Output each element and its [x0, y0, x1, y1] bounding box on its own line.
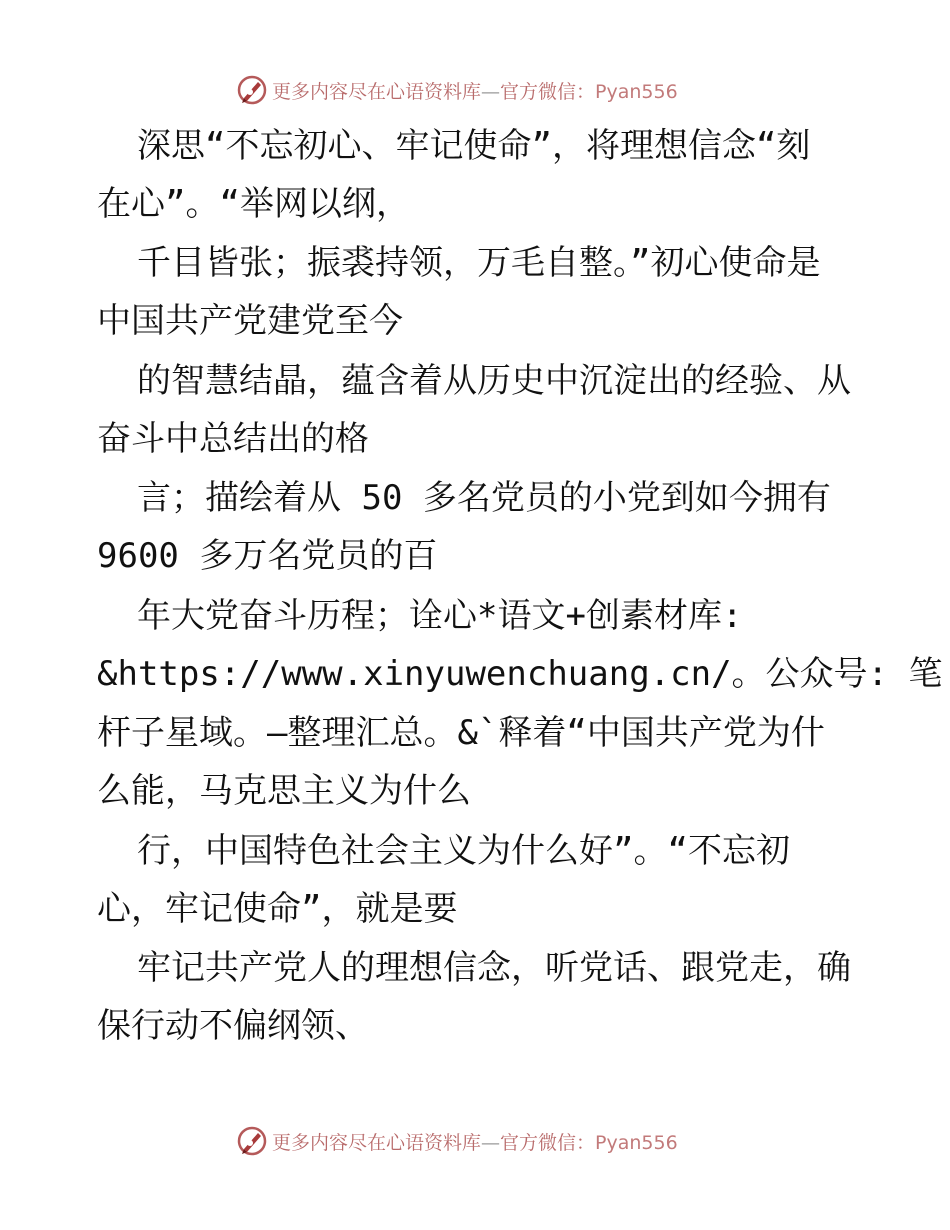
body-line: 牢记共产党人的理想信念，听党话、跟党走，确	[137, 948, 851, 988]
body-line: 年大党奋斗历程；诠心*语文+创素材库:	[137, 596, 743, 636]
body-line: 么能，马克思主义为什么	[97, 771, 471, 811]
footer-banner-text: 更多内容尽在心语资料库—官方微信：Pyan556	[272, 1131, 678, 1154]
body-line: 深思“不忘初心、牢记使命”，将理想信念“刻	[137, 126, 811, 166]
header-banner	[236, 73, 716, 107]
body-line: 心，牢记使命”，就是要	[97, 889, 458, 929]
body-line: 9600 多万名党员的百	[97, 536, 438, 576]
body-line: &https://www.xinyuwenchuang.cn/。公众号: 笔	[97, 654, 943, 694]
body-line: 奋斗中总结出的格	[97, 419, 369, 459]
pen-logo-icon	[236, 74, 268, 106]
header-banner-text: 更多内容尽在心语资料库—官方微信：Pyan556	[272, 80, 678, 103]
body-line: 言；描绘着从 50 多名党员的小党到如今拥有	[137, 478, 831, 518]
body-line: 在心”。“举网以纲，	[97, 184, 410, 224]
body-line: 保行动不偏纲领、	[97, 1006, 369, 1046]
body-line: 千目皆张；振裘持领，万毛自整。”初心使命是	[137, 243, 821, 283]
body-line: 行，中国特色社会主义为什么好”。“不忘初	[137, 831, 790, 871]
body-line: 中国共产党建党至今	[97, 301, 403, 341]
body-line: 杆子星域。—整理汇总。&`释着“中国共产党为什	[97, 713, 825, 753]
body-line: 的智慧结晶，蕴含着从历史中沉淀出的经验、从	[137, 361, 851, 401]
footer-banner	[236, 1124, 716, 1158]
pen-logo-icon	[236, 1125, 268, 1157]
